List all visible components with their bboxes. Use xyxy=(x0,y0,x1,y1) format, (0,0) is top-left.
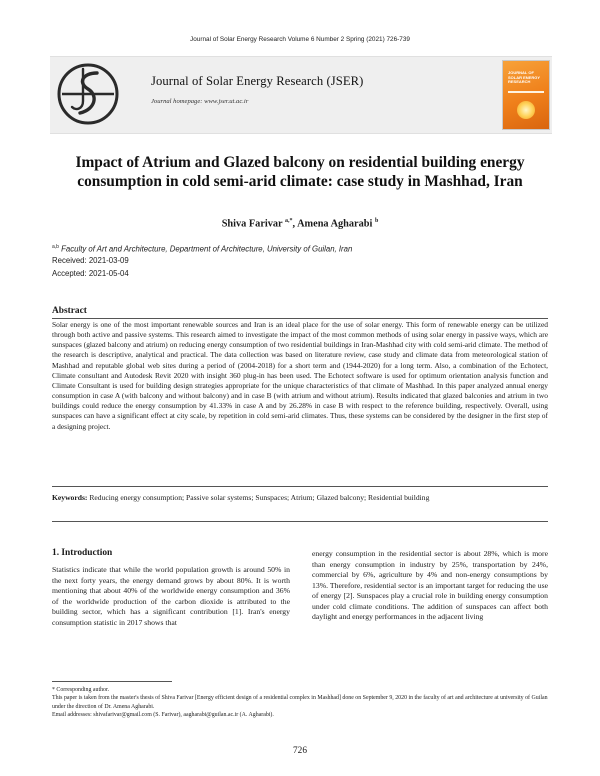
abstract-body: Solar energy is one of the most important renewable sources and Iran is an ideal place for the use of solar energy. This form of renewable energy can be utilized through both active and passive systems. This research aimed to investigate the impact of the most common methods of using solar energy in passive ways, which are sunspaces (glazed balcony and atrium) on reducing energy consumption of two residential buildings in Iran-Mashhad city with cold semi-arid climate. The method of the research is descriptive, analytical and practical. The data collection was based on literature review, case study and climate data from meteorological station of Mashhad and reputable global web sites during a period of (2004-2018) for a short term and (1944-2020) for a long term. Also, a combination of the Echotect, Climate consultant and Autodesk Revit 2020 with insight 360 plug-in has been used. The Echotect software is used for optimum orientation analysis function and Climate Consultant is used for building design strategies appropriate for the unique characteristics of that climate of Mashhad. In this paper analyzed annual energy consumption in case A (with balcony and without balcony) and in case B (with atrium and without atrium). Results indicated that glazed balconies and atrium in two buildings could reduce the energy consumption by 41.33% in case A and by 26.28% in case B with respect to the reference building, respectively. Overall, using sunspaces can have a significant effect at city scale, by repetition in cold semi-arid climates. Thus, these systems can be considered by the designer in the first step of a designing project. xyxy=(52,320,548,431)
accepted-date: Accepted: 2021-05-04 xyxy=(52,269,129,278)
introduction-heading: 1. Introduction xyxy=(52,548,113,558)
keywords-rule xyxy=(52,521,548,522)
keywords xyxy=(52,493,522,503)
cover-title: JOURNAL OF SOLAR ENERGY RESEARCH xyxy=(508,70,540,85)
affiliation xyxy=(52,244,352,254)
journal-banner xyxy=(50,56,552,134)
introduction-left-column: Statistics indicate that while the world population growth is around 50% in the next forty years, the energy demand grows by about 80%. It is worth mentioning that about 40% of the worldwide energy consumption and 36% of the worldwide production of the carbon dioxide is attributed to the building sector, which has a significant contribution [1]. Iran's energy consumption statistic in 2017 shows that xyxy=(52,565,290,627)
article-title: Impact of Atrium and Glazed balcony on residential building energy consumption in cold semi-arid climate: case study in Mashhad, Iran xyxy=(75,154,525,190)
author-2-affiliation-mark: b xyxy=(374,218,379,224)
received-date: Received: 2021-03-09 xyxy=(52,256,129,265)
author-separator: , xyxy=(292,218,298,230)
affiliation-text: Faculty of Art and Architecture, Department of Architecture, University of Guilan, Iran xyxy=(61,244,353,254)
keywords-text: Reducing energy consumption; Passive solar systems; Sunspaces; Atrium; Glazed balcony; Residential building xyxy=(87,493,430,502)
page-number: 726 xyxy=(293,746,307,756)
affiliation-mark: a,b xyxy=(52,244,59,250)
abstract-top-rule xyxy=(52,318,548,319)
journal-name: Journal of Solar Energy Research (JSER) xyxy=(151,74,364,88)
cover-strip xyxy=(508,91,544,93)
abstract-bottom-rule xyxy=(52,486,548,487)
keywords-label: Keywords: xyxy=(52,493,88,502)
author-1-affiliation-mark: a,* xyxy=(285,218,293,224)
author-2-name: Amena Agharabi xyxy=(297,218,373,230)
introduction-right-column: energy consumption in the residential sector is about 28%, which is more than energy consumption in industry by 25%, transportation by 24%, commercial by 6%, agriculture by 4% and non-energy consumptions by 13%. Therefore, residential sector is an important target for reducing the use of energy [2]. Sunspaces play a crucial role in building energy consumption under cold climate conditions. The addition of sunspaces can affect both daylight and energy performances in the adjacent living xyxy=(312,549,548,622)
author-1-name: Shiva Farivar xyxy=(221,218,283,230)
email-addresses: Email addresses: shivafarivar@gmail.com (S. Farivar), aagharabi@guilan.ac.ir (A. Agharabi). xyxy=(52,712,274,719)
journal-cover-thumbnail xyxy=(502,60,550,130)
corresponding-author-note: * Corresponding author. xyxy=(52,687,110,693)
journal-homepage[interactable]: Journal homepage: www.jser.ut.ac.ir xyxy=(151,98,249,105)
footnotes xyxy=(52,686,548,720)
author-list xyxy=(0,218,600,229)
running-header: Journal of Solar Energy Research Volume 6 Number 2 Spring (2021) 726-739 xyxy=(190,36,410,43)
footnote-rule xyxy=(52,681,172,682)
thesis-note: This paper is taken from the master's thesis of Shiva Farivar [Energy efficient design of a residential complex in Mashhad] done on September 9, 2020 in the faculty of art and architecture at university of Guilan under the direction of Dr. Amena Agharabi. xyxy=(52,695,548,710)
sun-icon xyxy=(517,101,535,119)
abstract-heading: Abstract xyxy=(52,306,87,316)
jser-logo-icon xyxy=(52,61,124,127)
